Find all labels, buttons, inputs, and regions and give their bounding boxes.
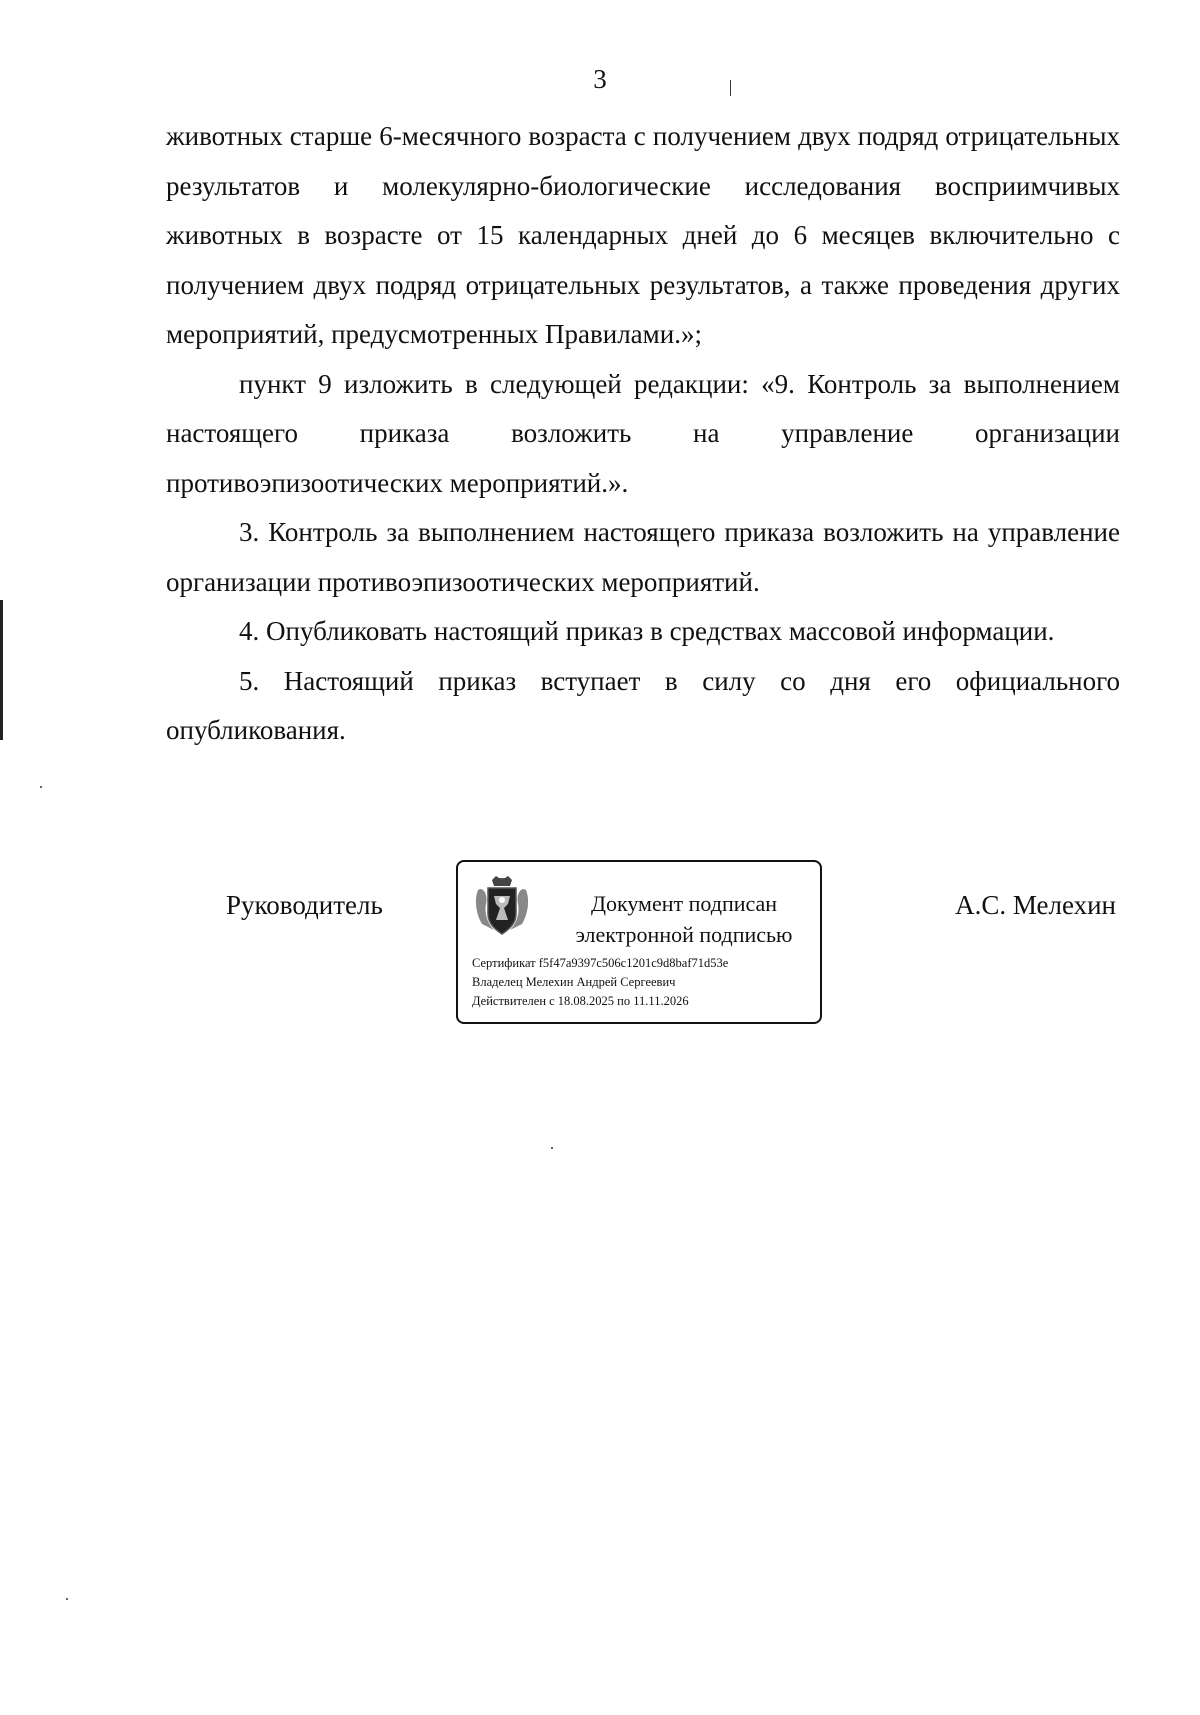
paragraph-5: 5. Настоящий приказ вступает в силу со дня его официального опубликования. [166,665,1120,745]
scan-edge-mark [0,600,3,740]
stamp-certificate: Сертификат f5f47a9397c506c1201c9d8baf71d53e [472,956,729,970]
paragraph-item-9: пункт 9 изложить в следующей редакции: «9. Контроль за выполнением настоящего приказа возложить на управление организации противоэпизоотических мероприятий.». [166,368,1120,498]
paragraph-4: 4. Опубликовать настоящий приказ в средствах массовой информации. [239,616,1055,646]
scan-speck [730,80,731,96]
stamp-title-line1: Документ подписан [590,891,778,916]
paragraph-3: 3. Контроль за выполнением настоящего приказа возложить на управление организации противоэпизоотических мероприятий. [166,517,1120,597]
stamp-title-line2: электронной подписью [575,922,793,947]
signature-block [0,860,1200,1030]
scan-speck [551,1147,553,1149]
stamp-owner: Владелец Мелехин Андрей Сергеевич [472,975,676,989]
stamp-title [554,888,814,950]
stamp-details [472,954,812,1011]
signer-title: Руководитель [226,890,383,920]
scan-speck [66,1598,68,1600]
scan-speck [40,786,42,788]
document-body [166,112,1120,756]
coat-of-arms-icon [474,874,530,938]
stamp-validity: Действителен с 18.08.2025 по 11.11.2026 [472,994,689,1008]
signer-name: А.С. Мелехин [955,890,1116,920]
paragraph-continuation: животных старше 6-месячного возраста с получением двух подряд отрицательных результатов и молекулярно-биологические исследования восприимчивых животных в возрасте от 15 календарных дней до 6 месяцев включительно с получением двух подряд отрицательных результатов, а также проведения других мероприятий, предусмотренных Правилами.»; [166,121,1120,349]
page-number: 3 [593,64,607,94]
electronic-signature-stamp [456,860,822,1024]
